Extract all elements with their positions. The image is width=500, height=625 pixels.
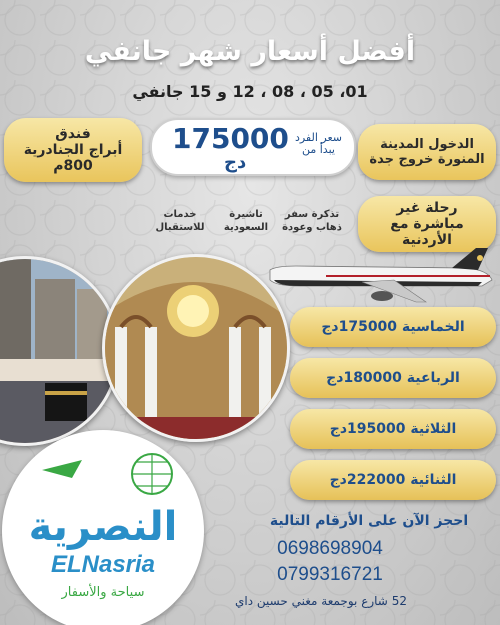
logo-arabic-text: النصرية xyxy=(28,504,178,550)
logo-latin-text: ELNasria xyxy=(50,551,156,578)
offer-three-star: الثلاثية 195000دج xyxy=(290,409,496,449)
price-box xyxy=(150,118,356,176)
page-title: أفضل أسعار شهر جانفي xyxy=(84,36,416,67)
phone-number-1[interactable]: 0698698904 xyxy=(277,538,383,559)
flight-line3: الأردنية xyxy=(402,232,452,248)
logo-tagline: سياحة والأسفار xyxy=(61,585,145,600)
entry-line1: الدخول المدينة xyxy=(380,137,474,152)
flight-line1: رحلة غير xyxy=(396,200,458,216)
booking-prompt: احجز الآن على الأرقام التالية xyxy=(269,513,469,529)
airplane-image xyxy=(266,246,496,306)
service-reception xyxy=(148,208,212,234)
hotel-distance: 800م xyxy=(53,158,93,174)
service-ticket xyxy=(280,208,344,234)
service-visa xyxy=(214,208,278,234)
price-amount: 175000 xyxy=(172,122,289,155)
price-label-line1: سعر الفرد xyxy=(294,131,342,144)
hotel-label: فندق xyxy=(55,126,91,142)
offer-four-star: الرباعية 180000دج xyxy=(290,358,496,398)
service-ticket-line1: تذكرة سفر xyxy=(284,209,340,220)
entry-badge xyxy=(358,124,496,180)
service-ticket-line2: ذهاب وعودة xyxy=(282,222,342,233)
offer-two-star: الثنائية 222000دج xyxy=(290,460,496,500)
agency-address: 52 شارع بوجمعة مغني حسين داي xyxy=(235,594,407,608)
service-reception-line2: للاستقبال xyxy=(155,222,205,233)
entry-line2: المنورة خروج جدة xyxy=(369,152,485,167)
hotel-name: أبراج الجنادرية xyxy=(23,142,123,158)
departure-dates: 01، 05 ، 08 ، 12 و 15 جانفي xyxy=(132,82,368,101)
flight-line2: مباشرة مع xyxy=(390,216,464,232)
service-visa-line2: السعودية xyxy=(223,222,269,233)
mosque-photo xyxy=(102,254,290,442)
offer-five-star: الخماسية 175000دج xyxy=(290,307,496,347)
flight-badge xyxy=(358,196,496,252)
service-visa-line1: تاشيرة xyxy=(229,209,263,220)
price-label xyxy=(295,132,342,156)
phone-number-2[interactable]: 0799316721 xyxy=(277,564,383,585)
price-currency: دج xyxy=(224,152,247,173)
service-reception-line1: خدمات xyxy=(163,209,197,220)
company-logo xyxy=(2,430,204,625)
hotel-badge xyxy=(4,118,142,182)
price-label-line2: يبدأ من xyxy=(301,143,335,156)
